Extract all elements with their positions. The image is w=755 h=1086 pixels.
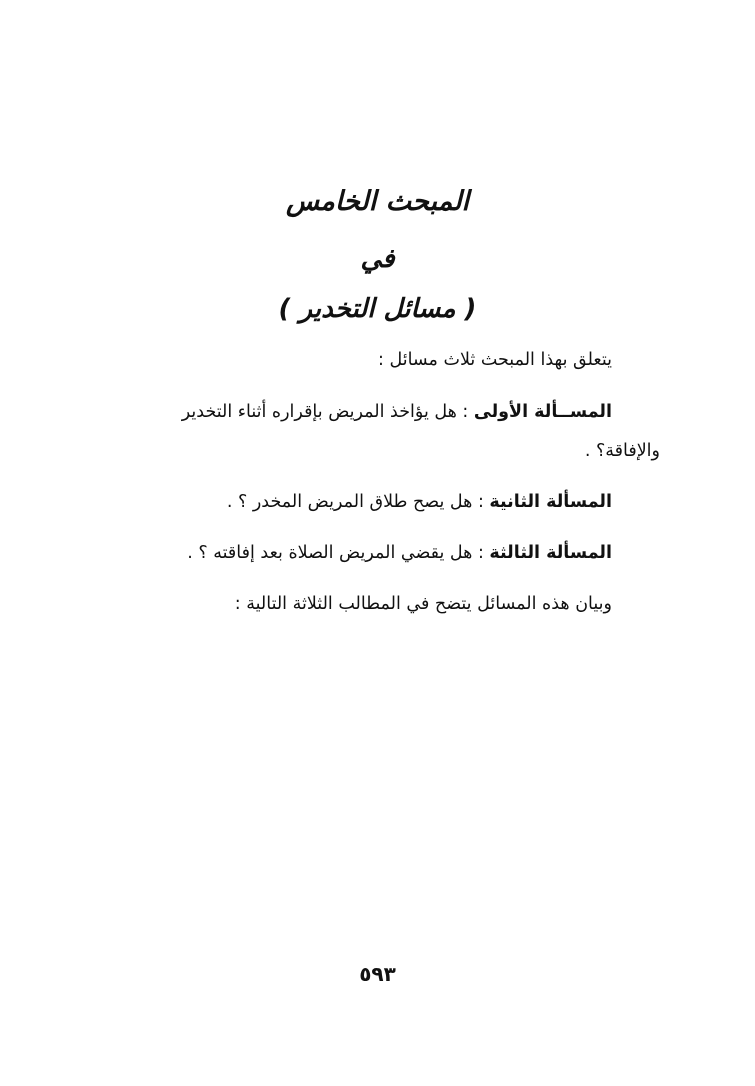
question-2-label: المسألة الثانية (489, 492, 612, 512)
question-3-label: المسألة الثالثة (489, 543, 612, 563)
page-number: ٥٩٣ (359, 962, 396, 986)
intro-paragraph: يتعلق بهذا المبحث ثلاث مسائل : (378, 350, 612, 370)
question-1-line-1 (182, 402, 612, 422)
section-title: المبحث الخامس (285, 186, 470, 217)
closing-paragraph: وبيان هذه المسائل يتضح في المطالب الثلاثة التالية : (234, 594, 612, 614)
section-topic: ( مسائل التخدير ) (278, 294, 477, 324)
question-2-text: : هل يصح طلاق المريض المخدر ؟ . (226, 492, 490, 512)
question-1-line-2: والإفاقة؟ . (584, 441, 660, 461)
section-subtitle: في (360, 244, 395, 274)
question-1-text: : هل يؤاخذ المريض بإقراره أثناء التخدير (181, 402, 474, 422)
question-2 (227, 492, 612, 512)
question-3 (187, 543, 612, 563)
question-1-label: المســألة الأولى (473, 402, 612, 422)
question-3-text: : هل يقضي المريض الصلاة بعد إفاقته ؟ . (187, 543, 490, 563)
